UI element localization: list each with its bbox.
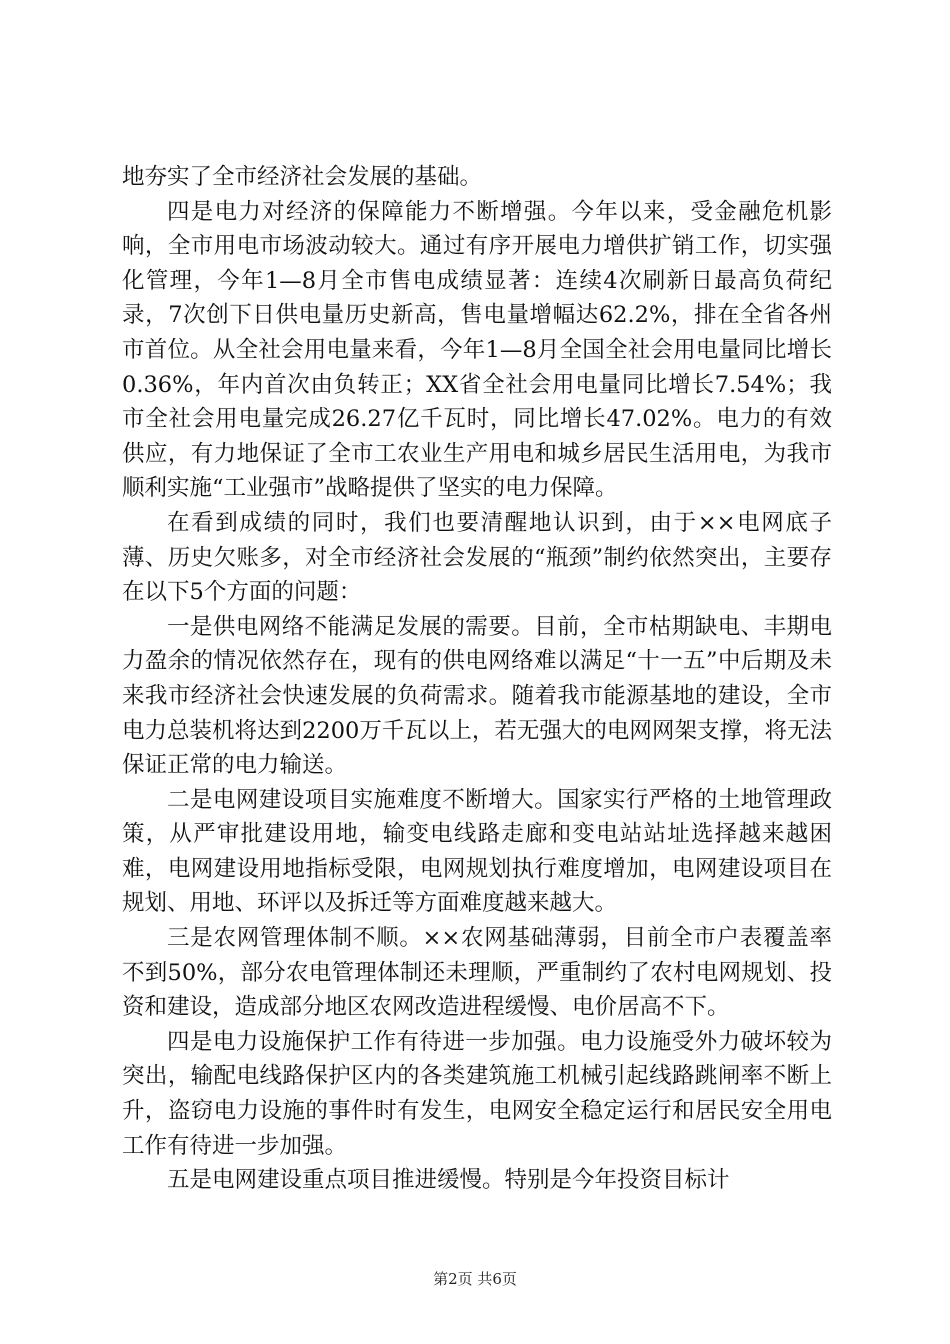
paragraph-problem-1: 一是供电网络不能满足发展的需要。目前，全市枯期缺电、丰期电力盈余的情况依然存在，现有的供电网络难以满足“十一五”中后期及未来我市经济社会快速发展的负荷需求。随着我市能源基地的建设，全市电力总装机将达到2200万千瓦以上，若无强大的电网网架支撑，将无法保证正常的电力输送。 [122,613,832,779]
paragraph-problem-2: 二是电网建设项目实施难度不断增大。国家实行严格的土地管理政策，从严审批建设用地，输变电线路走廊和变电站站址选择越来越困难，电网建设用地指标受限，电网规划执行难度增加，电网建设项目在规划、用地、环评以及拆迁等方面难度越来越大。 [122,786,832,917]
paragraph-problem-3: 三是农网管理体制不顺。××农网基础薄弱，目前全市户表覆盖率不到50%，部分农电管理体制还未理顺，严重制约了农村电网规划、投资和建设，造成部分地区农网改造进程缓慢、电价居高不下。 [122,925,832,1021]
paragraph-problem-5: 五是电网建设重点项目推进缓慢。特别是今年投资目标计 [167,1167,730,1194]
page-number-footer: 第2页 共6页 [433,1270,517,1288]
paragraph-problem-4: 四是电力设施保护工作有待进一步加强。电力设施受外力破坏较为突出，输配电线路保护区内的各类建筑施工机械引起线路跳闸率不断上升，盗窃电力设施的事件时有发生，电网安全稳定运行和居民安全用电工作有待进一步加强。 [122,1028,832,1159]
paragraph-power-supply-capacity: 四是电力对经济的保障能力不断增强。今年以来，受金融危机影响，全市用电市场波动较大。通过有序开展电力增供扩销工作，切实强化管理，今年1—8月全市售电成绩显著：连续4次刷新日最高负荷纪录，7次创下日供电量历史新高，售电量增幅达62.2%，排在全省各州市首位。从全社会用电量来看，今年1—8月全国全社会用电量同比增长0.36%，年内首次由负转正；XX省全社会用电量同比增长7.54%；我市全社会用电量完成26.27亿千瓦时，同比增长47.02%。电力的有效供应，有力地保证了全市工农业生产用电和城乡居民生活用电，为我市顺利实施“工业强市”战略提供了坚实的电力保障。 [122,198,832,502]
paragraph-continuation: 地夯实了全市经济社会发展的基础。 [122,164,483,190]
document-body [122,160,832,1198]
paragraph-problems-intro: 在看到成绩的同时，我们也要清醒地认识到，由于××电网底子薄、历史欠账多，对全市经济社会发展的“瓶颈”制约依然突出，主要存在以下5个方面的问题： [122,509,832,606]
